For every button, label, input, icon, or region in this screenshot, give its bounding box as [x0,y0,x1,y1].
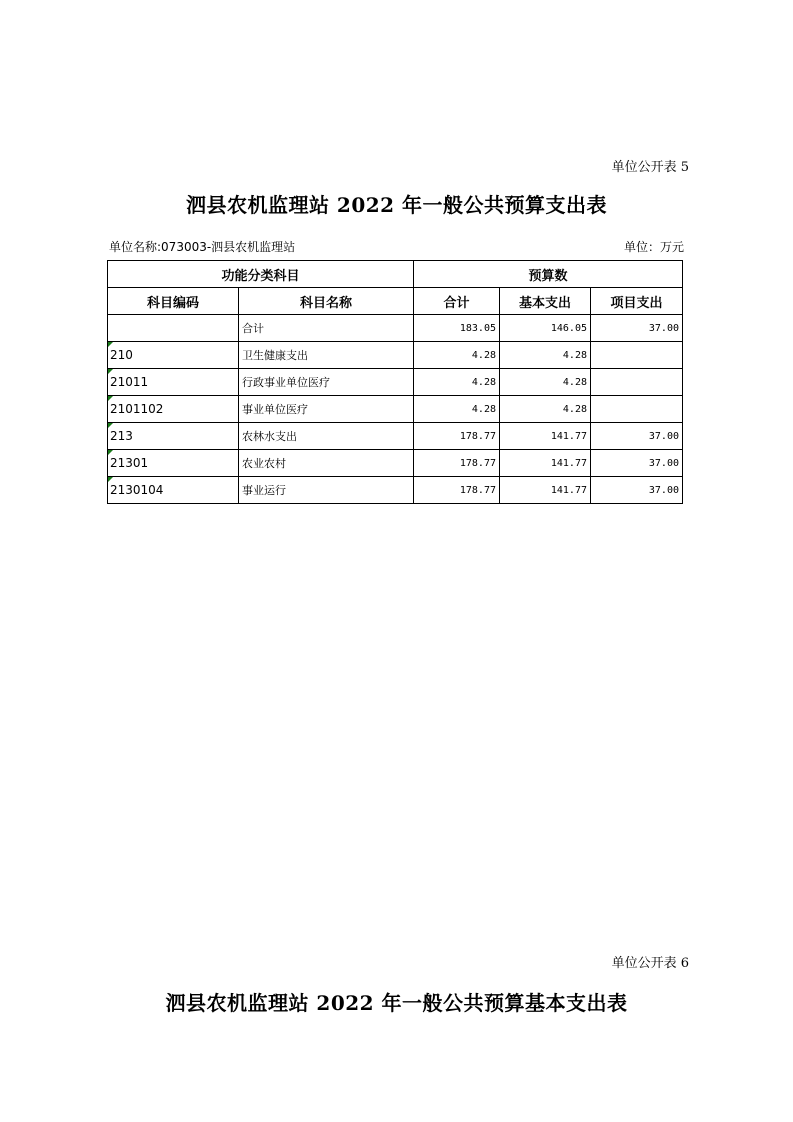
cell-name-text: 农林水支出 [242,430,297,443]
cell-code [108,369,239,396]
cell-project [591,477,683,504]
cell-comment-marker-icon [108,396,113,401]
cell-project [591,450,683,477]
cell-project-text: 37.00 [648,430,679,442]
cell-name [239,450,414,477]
cell-comment-marker-icon [108,477,113,482]
cell-total-text: 178.77 [459,430,496,442]
cell-name [239,477,414,504]
cell-name [239,396,414,423]
cell-total [414,423,500,450]
cell-name [239,369,414,396]
cell-project-text: 37.00 [648,457,679,469]
cell-comment-marker-icon [108,423,113,428]
cell-project [591,423,683,450]
table-row [108,342,683,369]
budget-table-body [108,315,683,504]
cell-name-text: 卫生健康支出 [242,349,308,362]
header-function-category: 功能分类科目 [108,261,414,288]
header-total: 合计 [414,288,500,315]
cell-code [108,342,239,369]
header-code: 科目编码 [108,288,239,315]
cell-code-text: 2130104 [110,483,164,497]
table-row [108,396,683,423]
cell-name [239,423,414,450]
cell-name-text: 事业单位医疗 [242,403,308,416]
cell-code-text: 21301 [110,456,149,470]
cell-basic-text: 4.28 [562,349,587,361]
cell-name-text: 合计 [242,322,264,335]
cell-code-text: 2101102 [110,402,164,416]
cell-basic [500,477,591,504]
cell-total [414,477,500,504]
table-row [108,477,683,504]
unit-name: 单位名称:073003-泗县农机监理站 [109,240,296,254]
cell-comment-marker-icon [108,369,113,374]
cell-comment-marker-icon [108,450,113,455]
table-row [108,450,683,477]
table-number-label-next: 单位公开表 6 [611,956,689,971]
cell-project-text: 37.00 [648,322,679,334]
header-project: 项目支出 [591,288,683,315]
cell-basic [500,315,591,342]
cell-total-text: 178.77 [459,457,496,469]
table-number-label: 单位公开表 5 [611,160,689,175]
header-group-row [108,261,683,288]
cell-total-text: 4.28 [471,349,496,361]
cell-total [414,342,500,369]
page-title: 泗县农机监理站 2022 年一般公共预算支出表 [185,193,608,217]
cell-code [108,477,239,504]
table-row [108,315,683,342]
cell-total-text: 4.28 [471,376,496,388]
header-column-row [108,288,683,315]
cell-total [414,450,500,477]
cell-basic [500,450,591,477]
table-row [108,423,683,450]
cell-code-text: 21011 [110,375,149,389]
cell-code [108,315,239,342]
cell-total-text: 183.05 [459,322,496,334]
cell-project [591,342,683,369]
cell-name-text: 行政事业单位医疗 [242,376,330,389]
cell-code-text: 213 [110,429,133,443]
cell-name [239,342,414,369]
cell-name-text: 事业运行 [242,484,286,497]
cell-total [414,369,500,396]
budget-table [107,260,683,504]
header-budget-amount: 预算数 [414,261,683,288]
cell-basic [500,342,591,369]
unit-measure: 单位：万元 [623,240,684,254]
cell-basic-text: 141.77 [550,430,587,442]
cell-basic [500,423,591,450]
header-name: 科目名称 [239,288,414,315]
cell-basic-text: 141.77 [550,457,587,469]
table-row [108,369,683,396]
cell-project [591,369,683,396]
cell-name [239,315,414,342]
cell-total [414,315,500,342]
cell-code [108,450,239,477]
cell-basic [500,369,591,396]
cell-basic-text: 146.05 [550,322,587,334]
cell-basic-text: 141.77 [550,484,587,496]
cell-code [108,396,239,423]
cell-comment-marker-icon [108,342,113,347]
cell-project [591,315,683,342]
cell-total [414,396,500,423]
next-page-title: 泗县农机监理站 2022 年一般公共预算基本支出表 [165,991,628,1015]
cell-code-text: 210 [110,348,133,362]
cell-total-text: 4.28 [471,403,496,415]
cell-project [591,396,683,423]
header-basic: 基本支出 [500,288,591,315]
cell-project-text: 37.00 [648,484,679,496]
cell-total-text: 178.77 [459,484,496,496]
table-meta-row [109,238,684,254]
cell-basic [500,396,591,423]
cell-name-text: 农业农村 [242,457,286,470]
cell-basic-text: 4.28 [562,403,587,415]
cell-code [108,423,239,450]
cell-basic-text: 4.28 [562,376,587,388]
